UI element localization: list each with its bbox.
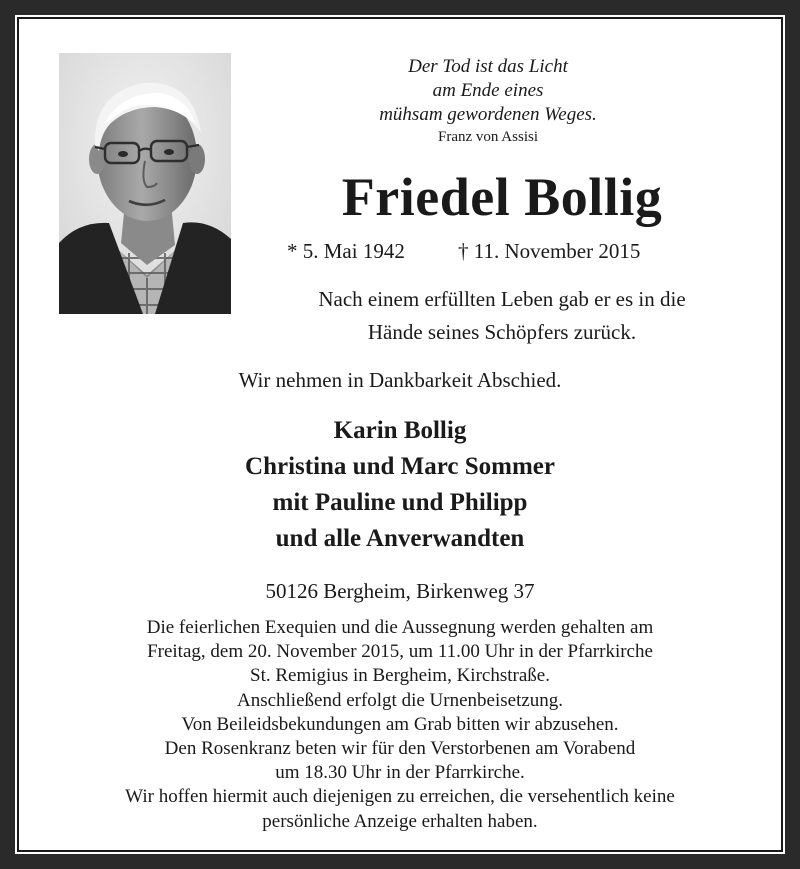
info-line: Wir hoffen hiermit auch diejenigen zu erreichen, die versehentlich keine bbox=[125, 786, 675, 808]
info-line: persönliche Anzeige erhalten haben. bbox=[262, 810, 538, 832]
quote bbox=[333, 55, 643, 127]
mourner-line: mit Pauline und Philipp bbox=[272, 489, 528, 516]
portrait-photo bbox=[59, 53, 231, 314]
info-line: um 18.30 Uhr in der Pfarrkirche. bbox=[275, 762, 525, 784]
mourner-line: Karin Bollig bbox=[333, 417, 467, 444]
mourners-list bbox=[15, 413, 785, 557]
info-line: St. Remigius in Bergheim, Kirchstraße. bbox=[250, 665, 550, 687]
deceased-name: Friedel Bollig bbox=[341, 167, 663, 227]
quote-line: am Ende eines bbox=[432, 80, 544, 101]
info-line: Den Rosenkranz beten wir für den Verstorbenen am Vorabend bbox=[164, 738, 636, 760]
lead-line: Nach einem erfüllten Leben gab er es in die bbox=[318, 287, 686, 311]
service-info bbox=[15, 616, 785, 834]
lead-text bbox=[245, 283, 759, 349]
lead-line: Hände seines Schöpfers zurück. bbox=[367, 320, 637, 344]
info-line: Anschließend erfolgt die Urnenbeisetzung. bbox=[236, 689, 564, 711]
farewell-text: Wir nehmen in Dankbarkeit Abschied. bbox=[238, 368, 562, 392]
death-date: † 11. November 2015 bbox=[458, 239, 641, 263]
portrait-icon bbox=[59, 53, 231, 314]
quote-author: Franz von Assisi bbox=[437, 129, 538, 145]
obituary-notice bbox=[15, 15, 785, 854]
quote-line: Der Tod ist das Licht bbox=[408, 56, 568, 77]
mourner-line: Christina und Marc Sommer bbox=[245, 453, 555, 480]
birth-date: * 5. Mai 1942 bbox=[287, 239, 405, 263]
info-line: Von Beileidsbekundungen am Grab bitten wir abzusehen. bbox=[181, 713, 619, 735]
mourner-line: und alle Anverwandten bbox=[275, 525, 525, 552]
family-address: 50126 Bergheim, Birkenweg 37 bbox=[265, 579, 535, 603]
quote-line: mühsam gewordenen Weges. bbox=[379, 104, 597, 125]
info-line: Freitag, dem 20. November 2015, um 11.00 Uhr in der Pfarrkirche bbox=[147, 641, 653, 663]
info-line: Die feierlichen Exequien und die Aussegnung werden gehalten am bbox=[146, 617, 654, 638]
